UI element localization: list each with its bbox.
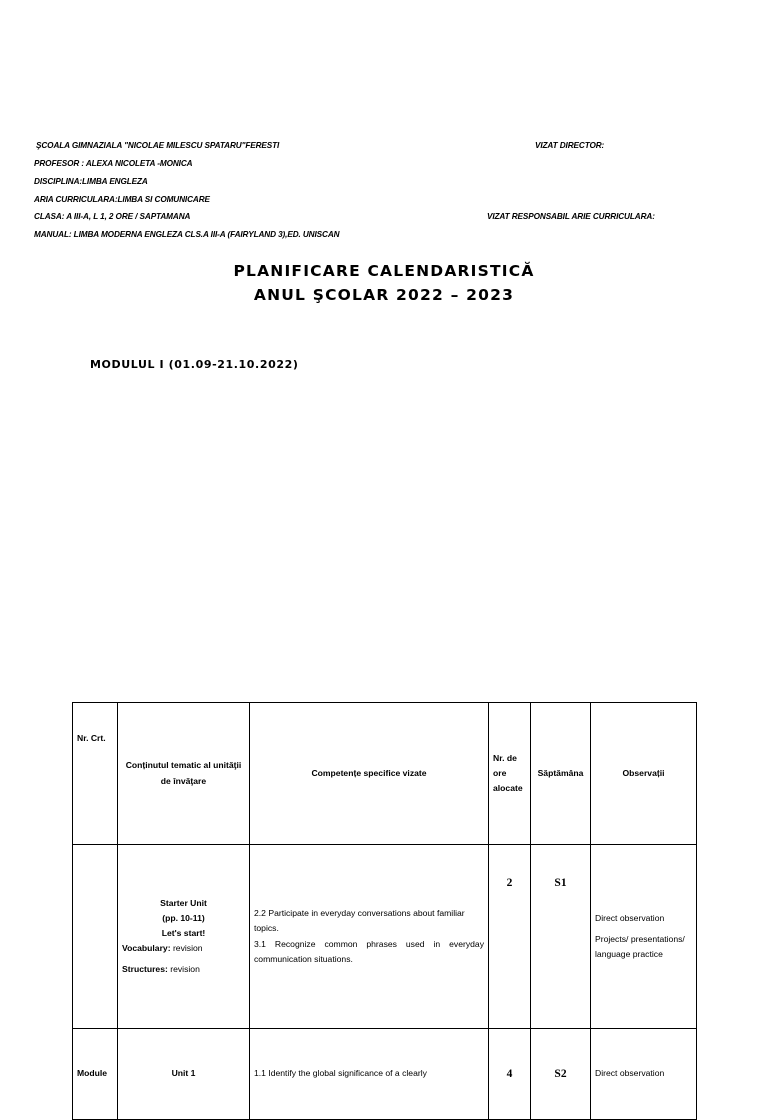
competence-item: 2.2 Participate in everyday conversations about familiar topics.	[254, 908, 465, 934]
header-nr: Nr. Crt.	[73, 703, 118, 845]
subject-name: DISCIPLINA:LIMBA ENGLEZA	[34, 177, 148, 186]
curriculum-head-approval: VIZAT RESPONSABIL ARIE CURRICULARA:	[487, 212, 655, 221]
structures-value: revision	[167, 964, 200, 975]
row-competences	[250, 845, 489, 1029]
note-item: Projects/ presentations/ language practice	[595, 933, 685, 960]
row-nr	[73, 845, 118, 1029]
row-week: S1	[531, 845, 591, 1029]
planning-table	[72, 702, 697, 1120]
competence-item: 3.1 Recognize common phrases used in everyday communication situations.	[254, 938, 484, 964]
table-row	[73, 845, 697, 1029]
page-title: PLANIFICARE CALENDARISTICĂ	[233, 262, 535, 280]
row-nr: Module	[73, 1029, 118, 1120]
row-competences: 1.1 Identify the global significance of a clearly	[250, 1029, 489, 1120]
vocabulary-label: Vocabulary:	[122, 943, 171, 954]
header-content: Conținutul tematic al unităţii de învăţare	[118, 703, 250, 845]
row-hours: 2	[489, 845, 531, 1029]
row-content: Unit 1	[118, 1029, 250, 1120]
note-item: Direct observation	[595, 912, 665, 923]
school-year: ANUL ŞCOLAR 2022 – 2023	[253, 286, 515, 304]
row-week: S2	[531, 1029, 591, 1120]
row-content	[118, 845, 250, 1029]
school-name: ŞCOALA GIMNAZIALA "NICOLAE MILESCU SPATARU"FERESTI	[36, 141, 280, 150]
structures-label: Structures:	[122, 964, 168, 975]
header-hours: Nr. de ore alocate	[489, 703, 531, 845]
teacher-name: PROFESOR : ALEXA NICOLETA -MONICA	[34, 159, 193, 168]
class-info: CLASA: A III-A, L 1, 2 ORE / SAPTAMANA	[34, 212, 191, 221]
director-approval: VIZAT DIRECTOR:	[535, 141, 605, 150]
row-notes	[591, 845, 697, 1029]
unit-name: Let's start!	[161, 927, 206, 938]
vocabulary-value: revision	[170, 943, 203, 954]
row-notes: Direct observation	[591, 1029, 697, 1120]
manual-info: MANUAL: LIMBA MODERNA ENGLEZA CLS.A III-A (FAIRYLAND 3),ED. UNISCAN	[34, 230, 340, 239]
header-week: Săptămâna	[531, 703, 591, 845]
header-notes: Observații	[591, 703, 697, 845]
header-competences: Competențe specifice vizate	[250, 703, 489, 845]
vocabulary-line	[122, 941, 245, 956]
table-header-row	[73, 703, 697, 845]
structures-line	[122, 962, 245, 977]
curricular-area: ARIA CURRICULARA:LIMBA SI COMUNICARE	[34, 195, 210, 204]
table-row	[73, 1029, 697, 1120]
row-hours: 4	[489, 1029, 531, 1120]
unit-title: Starter Unit	[160, 897, 207, 908]
module-heading: MODULUL I (01.09-21.10.2022)	[90, 358, 299, 371]
unit-pages: (pp. 10-11)	[162, 912, 205, 923]
